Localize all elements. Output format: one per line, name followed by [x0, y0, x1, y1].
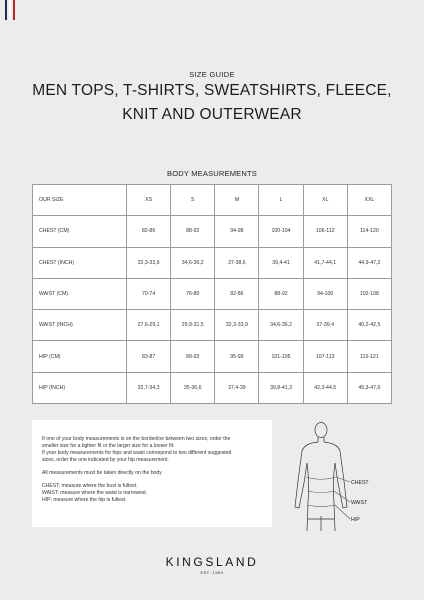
table-cell: 37-39,4: [303, 310, 347, 341]
stripe-red: [13, 0, 15, 20]
table-cell: 45,3-47,6: [347, 372, 391, 403]
table-cell: 115-121: [347, 341, 391, 372]
row-label-cell: WAIST (CM): [33, 278, 127, 309]
table-cell: 101-105: [259, 341, 303, 372]
row-label-cell: CHEST (CM): [33, 216, 127, 247]
table-cell: 89-93: [171, 341, 215, 372]
chest-label: CHEST: [351, 480, 369, 486]
waist-label: WAIST: [351, 500, 368, 506]
table-cell: 37-38,6: [215, 247, 259, 278]
table-cell: 94-100: [303, 278, 347, 309]
table-header-cell: OUR SIZE: [33, 185, 127, 216]
note-line: If your body measurements for hips and waist correspond to two different suggested: [42, 450, 232, 456]
table-row: [33, 216, 392, 247]
row-label-cell: CHEST (INCH): [33, 247, 127, 278]
table-cell: 32,3-33,9: [127, 247, 171, 278]
est-year: EST. 1989: [200, 571, 224, 575]
table-header-row: [33, 185, 392, 216]
table-cell: 44,9-47,2: [347, 247, 391, 278]
table-cell: 83-87: [127, 341, 171, 372]
table-header-cell: M: [215, 185, 259, 216]
brand-stripes: [5, 0, 15, 20]
size-table-body: [33, 185, 392, 404]
table-cell: 94-98: [215, 216, 259, 247]
body-outline-icon: [295, 423, 347, 532]
note-line: WAIST: measure where the waist is narrowest.: [42, 490, 148, 496]
kingsland-logo: KINGSLAND: [165, 555, 259, 569]
table-cell: 37,4-39: [215, 372, 259, 403]
stripe-white: [9, 0, 11, 20]
note-line: All measurements must be taken directly on the body: [42, 470, 162, 476]
note-line: HIP: measure where the hip is fullest.: [42, 497, 127, 503]
table-cell: 39,4-41: [259, 247, 303, 278]
table-cell: 27,6-29,1: [127, 310, 171, 341]
table-cell: 34,6-36,2: [259, 310, 303, 341]
table-header-cell: XL: [303, 185, 347, 216]
hip-label: HIP: [351, 517, 360, 523]
table-header-cell: S: [171, 185, 215, 216]
table-cell: 41,7-44,1: [303, 247, 347, 278]
chest-line: [306, 477, 336, 479]
table-row: [33, 247, 392, 278]
waist-line: [308, 491, 334, 493]
table-cell: 82-86: [215, 278, 259, 309]
table-cell: 114-120: [347, 216, 391, 247]
waist-leader: [334, 491, 350, 502]
body-measurements-title: BODY MEASUREMENTS: [167, 169, 257, 178]
table-cell: 39,8-41,3: [259, 372, 303, 403]
table-cell: 32,3-33,9: [215, 310, 259, 341]
table-cell: 32,7-34,3: [127, 372, 171, 403]
table-header-cell: XS: [127, 185, 171, 216]
size-guide-kicker: SIZE GUIDE: [189, 70, 235, 79]
table-cell: 102-108: [347, 278, 391, 309]
table-cell: 34,6-36,2: [171, 247, 215, 278]
table-cell: 106-112: [303, 216, 347, 247]
row-label-cell: HIP (CM): [33, 341, 127, 372]
table-cell: 70-74: [127, 278, 171, 309]
table-cell: 100-104: [259, 216, 303, 247]
hip-line: [307, 505, 335, 507]
note-line: If one of your body measurements is on the borderline between two sizes, order the: [42, 436, 231, 442]
table-row: [33, 278, 392, 309]
stripe-navy: [5, 0, 7, 20]
table-cell: 29,9-31,5: [171, 310, 215, 341]
table-header-cell: XXL: [347, 185, 391, 216]
size-table: [32, 184, 392, 404]
table-cell: 82-86: [127, 216, 171, 247]
note-line: smaller size for a tighter fit or the larger size for a looser fit.: [42, 443, 175, 449]
table-row: [33, 310, 392, 341]
table-cell: 107-113: [303, 341, 347, 372]
page-title-line-1: MEN TOPS, T-SHIRTS, SWEATSHIRTS, FLEECE,: [32, 82, 392, 99]
note-line: CHEST: measure where the bust is fullest.: [42, 483, 138, 489]
row-label-cell: WAIST (INCH): [33, 310, 127, 341]
table-cell: 88-92: [171, 216, 215, 247]
measurement-notes: [32, 420, 272, 527]
table-row: [33, 341, 392, 372]
table-cell: 35-36,6: [171, 372, 215, 403]
row-label-cell: HIP (INCH): [33, 372, 127, 403]
table-cell: 88-92: [259, 278, 303, 309]
page-title-line-2: KNIT AND OUTERWEAR: [122, 106, 302, 123]
table-cell: 40,2-42,5: [347, 310, 391, 341]
table-cell: 42,3-44,5: [303, 372, 347, 403]
chest-leader: [336, 477, 350, 482]
body-figure: [288, 421, 394, 537]
table-cell: 76-80: [171, 278, 215, 309]
table-header-cell: L: [259, 185, 303, 216]
table-row: [33, 372, 392, 403]
table-cell: 95-99: [215, 341, 259, 372]
note-line: sizes, order the one indicated by your hip measurement.: [42, 457, 169, 463]
